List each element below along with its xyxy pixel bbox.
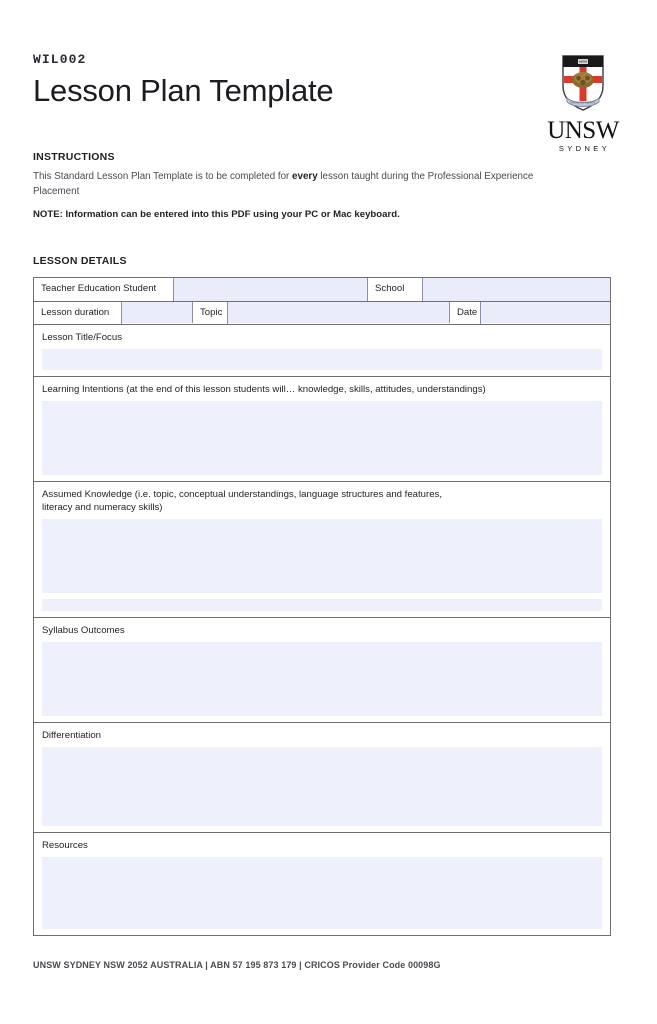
unsw-logo — [537, 54, 629, 154]
block-resources — [34, 833, 610, 929]
instructions-text-emphasis: every — [292, 171, 318, 182]
block-learning-intentions — [34, 377, 610, 482]
block-syllabus-outcomes — [34, 618, 610, 723]
instructions-body — [33, 170, 578, 199]
field-syllabus-outcomes[interactable] — [42, 642, 602, 716]
label-assumed-knowledge — [34, 482, 610, 519]
label-assumed-knowledge-line1: Assumed Knowledge (i.e. topic, conceptual understandings, language structures and features, — [42, 489, 442, 500]
label-lesson-duration: Lesson duration — [34, 302, 122, 324]
field-lesson-duration[interactable] — [122, 302, 193, 323]
document-header — [33, 52, 624, 152]
label-learning-intentions: Learning Intentions (at the end of this lesson students will… knowledge, skills, attitudes, understandings) — [42, 384, 486, 395]
document-code: WIL002 — [33, 52, 87, 67]
lesson-details-heading: LESSON DETAILS — [33, 255, 127, 267]
label-assumed-knowledge-line2: literacy and numeracy skills) — [42, 502, 163, 513]
instructions-text-before: This Standard Lesson Plan Template is to be completed for — [33, 171, 293, 182]
label-date: Date — [450, 302, 481, 324]
unsw-wordmark: UNSW — [547, 117, 619, 144]
unsw-sublabel: SYDNEY — [558, 144, 611, 153]
page-title: Lesson Plan Template — [33, 73, 334, 108]
block-lesson-title-focus — [34, 325, 610, 377]
table-row-duration-topic-date — [34, 302, 610, 325]
label-resources: Resources — [42, 840, 88, 851]
block-assumed-knowledge — [34, 482, 610, 618]
field-resources[interactable] — [42, 857, 602, 929]
label-school: School — [368, 278, 423, 301]
instructions-heading: INSTRUCTIONS — [33, 151, 115, 163]
field-lesson-title-focus[interactable] — [42, 349, 602, 370]
field-assumed-knowledge[interactable] — [42, 519, 602, 593]
field-learning-intentions[interactable] — [42, 401, 602, 475]
block-differentiation — [34, 723, 610, 833]
field-assumed-knowledge-extra[interactable] — [42, 599, 602, 611]
field-school[interactable] — [423, 278, 610, 301]
instructions-note: NOTE: Information can be entered into this PDF using your PC or Mac keyboard. — [33, 209, 400, 220]
label-differentiation: Differentiation — [42, 730, 102, 741]
unsw-crest-icon — [537, 54, 629, 117]
field-differentiation[interactable] — [42, 747, 602, 826]
field-teacher-education-student[interactable] — [174, 278, 368, 301]
label-topic: Topic — [193, 302, 228, 324]
svg-text:MANU ET MENTE: MANU ET MENTE — [570, 100, 596, 105]
page-footer: UNSW SYDNEY NSW 2052 AUSTRALIA | ABN 57 195 873 179 | CRICOS Provider Code 00098G — [33, 960, 441, 970]
field-date[interactable] — [481, 302, 610, 323]
label-lesson-title-focus: Lesson Title/Focus — [42, 332, 122, 343]
lesson-details-table — [33, 277, 611, 936]
label-teacher-education-student: Teacher Education Student — [34, 278, 174, 301]
table-row-student-school — [34, 278, 610, 302]
label-syllabus-outcomes: Syllabus Outcomes — [42, 625, 125, 636]
instructions-text-after: lesson taught during the Professional Experience Placement — [33, 171, 534, 197]
field-topic[interactable] — [228, 302, 450, 323]
